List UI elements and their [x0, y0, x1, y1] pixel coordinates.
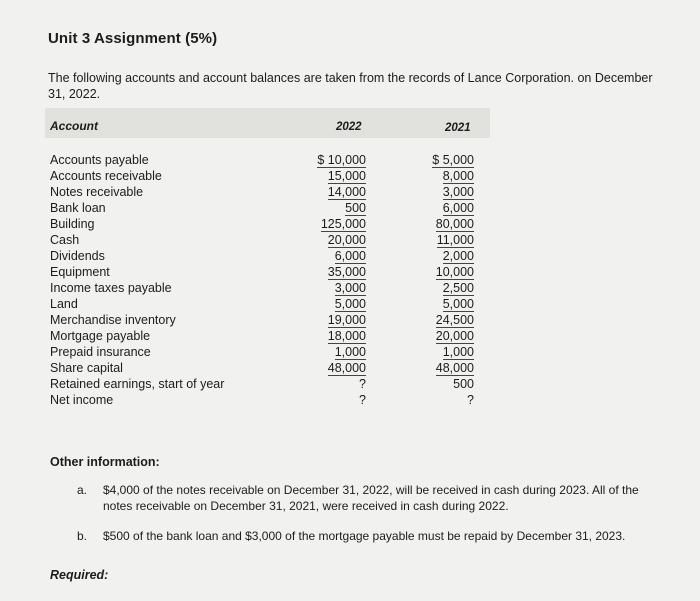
table-row [0, 360, 700, 376]
value-2022: 14,000 [327, 185, 366, 199]
account-name: Accounts receivable [50, 169, 162, 183]
table-row [0, 248, 700, 264]
table-header [45, 108, 490, 138]
value-2022: ? [359, 377, 366, 391]
account-name: Net income [50, 393, 114, 407]
value-2021: 2,000 [442, 249, 474, 263]
value-2021: 20,000 [435, 329, 474, 343]
value-2021: 11,000 [436, 233, 474, 247]
table-row [0, 392, 700, 408]
account-name: Dividends [50, 249, 105, 263]
account-table [0, 152, 700, 408]
header-account: Account [50, 119, 98, 133]
value-2021: 80,000 [435, 217, 474, 231]
value-2022: 20,000 [327, 233, 366, 247]
table-row [0, 216, 700, 232]
value-2021: ? [467, 393, 474, 407]
account-name: Share capital [50, 361, 123, 375]
value-2021: $ 5,000 [432, 153, 474, 167]
value-2022: 500 [345, 201, 366, 215]
intro-paragraph: The following accounts and account balances are taken from the records of Lance Corporation. on December 31, 2022. [48, 71, 653, 101]
value-2021: 2,500 [442, 281, 474, 295]
other-information-heading: Other information: [50, 455, 160, 469]
account-name: Retained earnings, start of year [50, 377, 225, 391]
table-row [0, 232, 700, 248]
table-row [0, 168, 700, 184]
account-name: Notes receivable [50, 185, 144, 199]
account-name: Prepaid insurance [50, 345, 151, 359]
value-2021: 48,000 [435, 361, 474, 375]
item-letter: b. [77, 529, 88, 543]
table-row [0, 376, 700, 392]
table-row [0, 344, 700, 360]
value-2022: ? [359, 393, 366, 407]
page-title: Unit 3 Assignment (5%) [48, 30, 218, 47]
account-name: Building [50, 217, 95, 231]
item-text: $500 of the bank loan and $3,000 of the mortgage payable must be repaid by December 31, 2023. [103, 529, 626, 543]
item-letter: a. [77, 483, 88, 497]
value-2021: 24,500 [435, 313, 474, 327]
value-2022: 35,000 [327, 265, 366, 279]
value-2022: 1,000 [334, 345, 366, 359]
account-name: Cash [50, 233, 80, 247]
account-name: Bank loan [50, 201, 106, 215]
value-2021: 8,000 [442, 169, 474, 183]
value-2021: 5,000 [442, 297, 474, 311]
account-name: Merchandise inventory [50, 313, 176, 327]
value-2021: 6,000 [442, 201, 474, 215]
header-2021: 2021 [445, 122, 471, 134]
table-row [0, 296, 700, 312]
value-2022: 125,000 [320, 217, 366, 231]
table-row [0, 184, 700, 200]
account-name: Mortgage payable [50, 329, 151, 343]
required-heading: Required: [50, 568, 109, 582]
value-2022: 6,000 [334, 249, 366, 263]
table-row [0, 264, 700, 280]
value-2022: 48,000 [327, 361, 366, 375]
account-name: Accounts payable [50, 153, 149, 167]
table-row [0, 200, 700, 216]
table-row [0, 280, 700, 296]
item-text: $4,000 of the notes receivable on December 31, 2022, will be received in cash during 2023. All of the notes receivable on December 31, 2021, were received in cash during 2022. [103, 483, 639, 513]
table-row [0, 328, 700, 344]
account-name: Land [50, 297, 78, 311]
table-row [0, 312, 700, 328]
value-2021: 1,000 [442, 345, 474, 359]
value-2022: 18,000 [327, 329, 366, 343]
value-2021: 10,000 [435, 265, 474, 279]
value-2021: 3,000 [442, 185, 474, 199]
value-2022: 5,000 [334, 297, 366, 311]
account-name: Income taxes payable [50, 281, 172, 295]
value-2022: 3,000 [334, 281, 366, 295]
value-2021: 500 [453, 377, 474, 391]
value-2022: 15,000 [327, 169, 366, 183]
header-2022: 2022 [336, 121, 362, 133]
table-row [0, 152, 700, 168]
value-2022: $ 10,000 [317, 153, 366, 167]
account-name: Equipment [50, 265, 110, 279]
value-2022: 19,000 [327, 313, 366, 327]
